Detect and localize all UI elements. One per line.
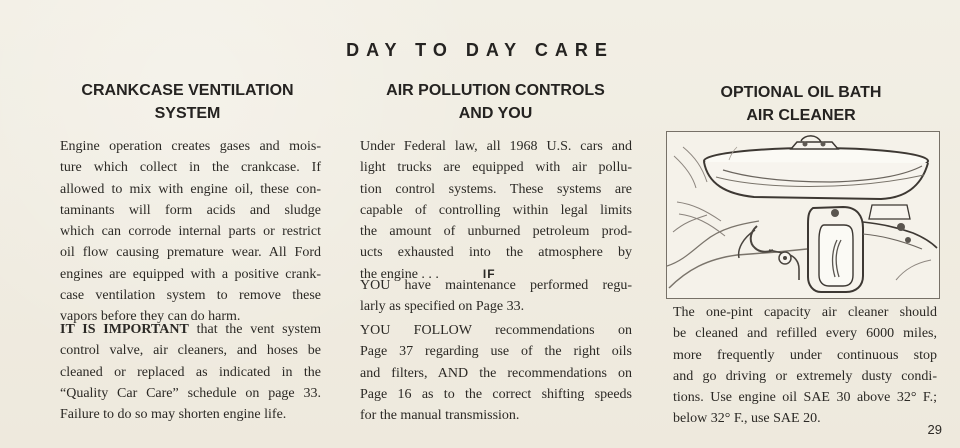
air-pollution-p1-line-3: tion control systems. These systems are [360, 181, 632, 197]
oil-bath-p1-line-1: The one-pint capacity air cleaner should [673, 305, 937, 320]
oil-bath-title-line-1: OPTIONAL OIL BATH [720, 84, 882, 101]
air-pollution-p3-line-3: and filters, AND the recommendations on [360, 365, 632, 381]
air-pollution-paragraph-1 [360, 136, 632, 285]
oil-bath-air-cleaner-illustration [666, 131, 940, 299]
air-pollution-title-line-1: AIR POLLUTION CONTROLS [386, 82, 605, 99]
air-pollution-p2-line-2: larly as specified on Page 33. [360, 299, 525, 315]
crankcase-p1-line-4: taminants will form acids and sludge [60, 202, 321, 218]
if-label: IF [482, 266, 496, 281]
crankcase-title-line-1: CRANKCASE VENTILATION [81, 82, 294, 99]
crankcase-p1-line-7: engines are equipped with a positive crank- [60, 266, 321, 282]
crankcase-p2-line-1 [60, 319, 321, 340]
crankcase-p1-line-9: vapors before they can do harm. [60, 309, 241, 325]
crankcase-p2-line-4: “Quality Car Care” schedule on page 33. [60, 385, 321, 401]
crankcase-p1-line-5: which can corrode internal parts or restrict [60, 224, 321, 240]
crankcase-paragraph-2 [60, 319, 321, 425]
engine-line: the engine . . . [360, 266, 439, 282]
oil-bath-p1-line-4: and go driving or extremely dusty condi- [673, 368, 937, 384]
oil-bath-p1-line-3: more frequently under continuous stop [673, 347, 937, 363]
air-pollution-title-line-2: AND YOU [458, 105, 533, 122]
oil-bath-p1-line-5: tions. Use engine oil SAE 30 above 32° F.; [673, 390, 937, 406]
air-pollution-paragraph-2 [360, 275, 632, 318]
important-label: IT IS IMPORTANT [60, 322, 189, 337]
air-pollution-p3-line-5: for the manual transmission. [360, 408, 520, 424]
crankcase-title-line-2: SYSTEM [154, 105, 221, 122]
crankcase-p2-line-1-rest: that the vent system [188, 322, 321, 337]
crankcase-paragraph-1 [60, 136, 321, 328]
air-pollution-paragraph-3 [360, 320, 632, 426]
air-pollution-p1-line-6: ucts exhausted into the atmosphere by [360, 245, 632, 261]
page-title: DAY TO DAY CARE [346, 40, 614, 60]
air-cleaner-diagram-icon [667, 132, 939, 298]
oil-bath-section-title [662, 81, 940, 127]
air-pollution-p1-line-5: the amount of unburned petroleum prod- [360, 224, 632, 240]
air-pollution-p1-line-2: light trucks are equipped with air pollu- [360, 160, 632, 176]
page-number: 29 [927, 422, 942, 437]
crankcase-p2-line-5: Failure to do so may shorten engine life. [60, 407, 287, 423]
crankcase-p2-line-2: control valve, air cleaners, and hoses be [60, 343, 321, 359]
air-pollution-section-title [358, 79, 633, 125]
oil-bath-title-line-2: AIR CLEANER [746, 107, 856, 124]
crankcase-p1-line-3: allowed to mix with engine oil, these con- [60, 181, 321, 197]
air-pollution-p3-line-4: Page 16 as to the correct shifting speeds [360, 386, 632, 402]
air-pollution-p3-line-2: Page 37 regarding use of the right oils [360, 344, 632, 360]
oil-bath-paragraph [673, 302, 937, 430]
crankcase-section-title [50, 79, 325, 125]
air-pollution-p1-line-4: capable of controlling within legal limits [360, 202, 632, 218]
crankcase-p2-line-3: cleaned or replaced as indicated in the [60, 364, 321, 380]
air-pollution-p3-line-1: YOU FOLLOW recommendations on [360, 323, 632, 338]
crankcase-p1-line-6: oil flow causing premature wear. All Ford [60, 245, 321, 261]
air-pollution-p2-line-1: YOU have maintenance performed regu- [360, 278, 632, 293]
air-pollution-p1-line-1: Under Federal law, all 1968 U.S. cars and [360, 139, 632, 154]
crankcase-p1-line-8: case ventilation system to remove these [60, 288, 321, 304]
crankcase-p1-line-1: Engine operation creates gases and mois- [60, 139, 321, 154]
oil-bath-p1-line-6: below 32° F., use SAE 20. [673, 411, 821, 427]
crankcase-p1-line-2: ture which collect in the crankcase. If [60, 160, 321, 176]
oil-bath-p1-line-2: be cleaned and refilled every 6000 miles, [673, 326, 937, 342]
